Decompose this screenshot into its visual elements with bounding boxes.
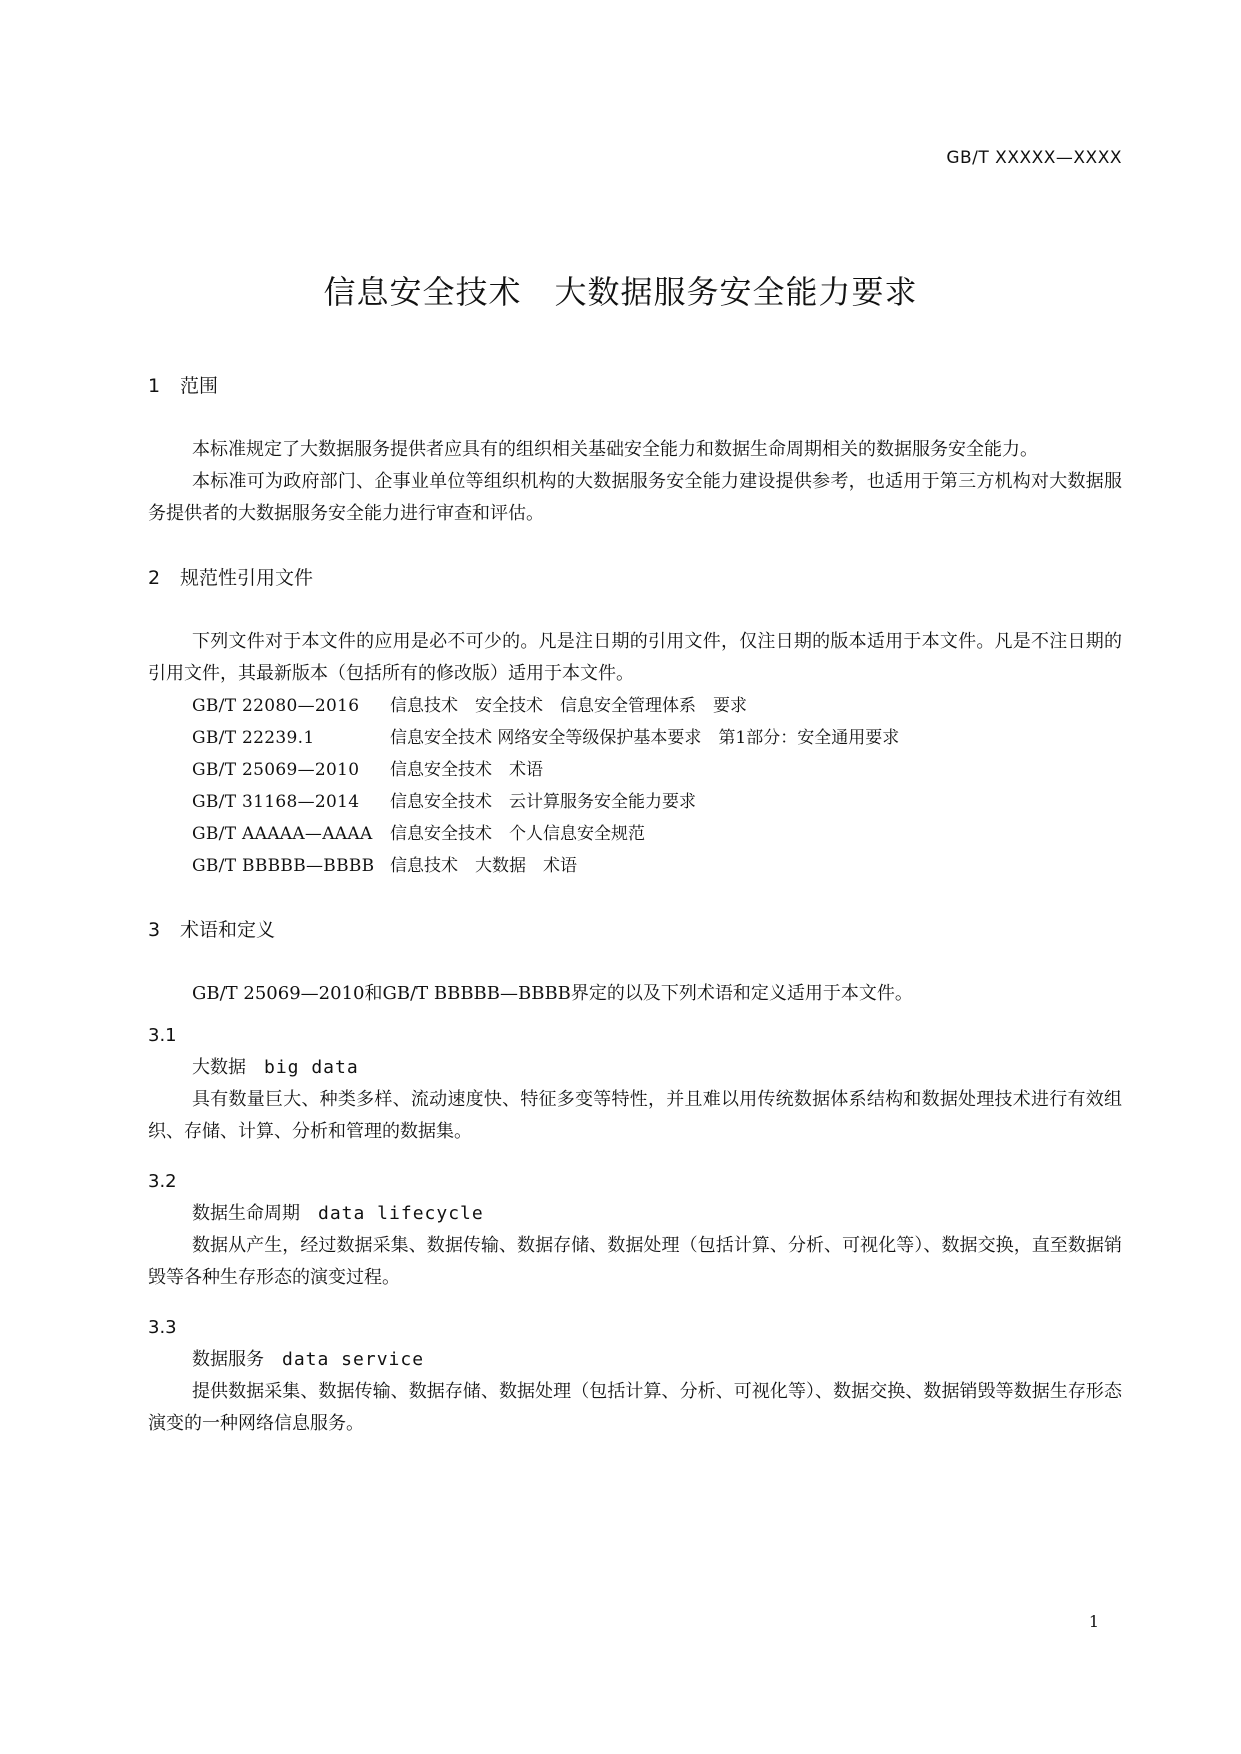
term-entry bbox=[148, 1020, 1122, 1148]
section-heading-scope bbox=[148, 370, 1122, 402]
reference-list bbox=[148, 690, 1122, 882]
document-body bbox=[148, 370, 1122, 1440]
paragraph: 本标准可为政府部门、企事业单位等组织机构的大数据服务安全能力建设提供参考，也适用于第三方机构对大数据服务提供者的大数据服务安全能力进行审查和评估。 bbox=[148, 471, 1122, 524]
term-name-en: data lifecycle bbox=[318, 1203, 484, 1224]
reference-item bbox=[192, 722, 1122, 754]
term-entry bbox=[148, 1312, 1122, 1440]
term-name-zh: 数据生命周期 bbox=[192, 1203, 300, 1224]
document-code: GB/T XXXXX—XXXX bbox=[946, 148, 1122, 168]
section-title: 术语和定义 bbox=[180, 919, 276, 941]
reference-code: GB/T 25069—2010 bbox=[192, 760, 360, 780]
reference-item bbox=[192, 786, 1122, 818]
reference-code: GB/T 31168—2014 bbox=[192, 792, 360, 812]
reference-title: 信息安全技术 个人信息安全规范 bbox=[390, 824, 645, 844]
term-name bbox=[192, 1198, 1122, 1230]
reference-code: GB/T BBBBB—BBBB bbox=[192, 856, 375, 876]
paragraph: 本标准规定了大数据服务提供者应具有的组织相关基础安全能力和数据生命周期相关的数据服务安全能力。 bbox=[192, 439, 1038, 460]
reference-title: 信息安全技术 术语 bbox=[390, 760, 543, 780]
term-name-zh: 数据服务 bbox=[192, 1349, 264, 1370]
section-heading-refs bbox=[148, 562, 1122, 594]
reference-title: 信息安全技术 网络安全等级保护基本要求 第1部分：安全通用要求 bbox=[390, 728, 900, 748]
term-number: 3.2 bbox=[148, 1171, 177, 1192]
section-title: 范围 bbox=[180, 375, 219, 397]
term-name bbox=[192, 1052, 1122, 1084]
reference-title: 信息技术 大数据 术语 bbox=[390, 856, 577, 876]
page-number: 1 bbox=[1088, 1612, 1099, 1631]
term-name-zh: 大数据 bbox=[192, 1057, 246, 1078]
term-name-en: data service bbox=[282, 1349, 425, 1370]
page-title: 信息安全技术 大数据服务安全能力要求 bbox=[323, 273, 918, 311]
term-definition: 提供数据采集、数据传输、数据存储、数据处理（包括计算、分析、可视化等）、数据交换、数据销毁等数据生存形态演变的一种网络信息服务。 bbox=[148, 1381, 1122, 1434]
term-definition: 具有数量巨大、种类多样、流动速度快、特征多变等特性，并且难以用传统数据体系结构和数据处理技术进行有效组织、存储、计算、分析和管理的数据集。 bbox=[148, 1089, 1122, 1142]
reference-item bbox=[192, 754, 1122, 786]
paragraph: GB/T 25069—2010和GB/T BBBBB—BBBB界定的以及下列术语和定义适用于本文件。 bbox=[192, 983, 913, 1004]
paragraph: 下列文件对于本文件的应用是必不可少的。凡是注日期的引用文件，仅注日期的版本适用于本文件。凡是不注日期的引用文件，其最新版本（包括所有的修改版）适用于本文件。 bbox=[148, 631, 1122, 684]
reference-item bbox=[192, 818, 1122, 850]
term-number: 3.3 bbox=[148, 1317, 177, 1338]
term-name-en: big data bbox=[264, 1057, 359, 1078]
reference-code: GB/T 22239.1 bbox=[192, 728, 315, 748]
reference-code: GB/T 22080—2016 bbox=[192, 696, 360, 716]
term-definition: 数据从产生，经过数据采集、数据传输、数据存储、数据处理（包括计算、分析、可视化等）、数据交换，直至数据销毁等各种生存形态的演变过程。 bbox=[148, 1235, 1122, 1288]
reference-title: 信息技术 安全技术 信息安全管理体系 要求 bbox=[390, 696, 747, 716]
section-heading-terms bbox=[148, 914, 1122, 946]
section-title: 规范性引用文件 bbox=[180, 567, 314, 589]
reference-title: 信息安全技术 云计算服务安全能力要求 bbox=[390, 792, 696, 812]
reference-item bbox=[192, 850, 1122, 882]
section-number: 1 bbox=[148, 375, 161, 397]
section-number: 2 bbox=[148, 567, 161, 589]
reference-item bbox=[192, 690, 1122, 722]
term-name bbox=[192, 1344, 1122, 1376]
reference-code: GB/T AAAAA—AAAA bbox=[192, 824, 373, 844]
term-number: 3.1 bbox=[148, 1025, 177, 1046]
term-entry bbox=[148, 1166, 1122, 1294]
section-number: 3 bbox=[148, 919, 161, 941]
